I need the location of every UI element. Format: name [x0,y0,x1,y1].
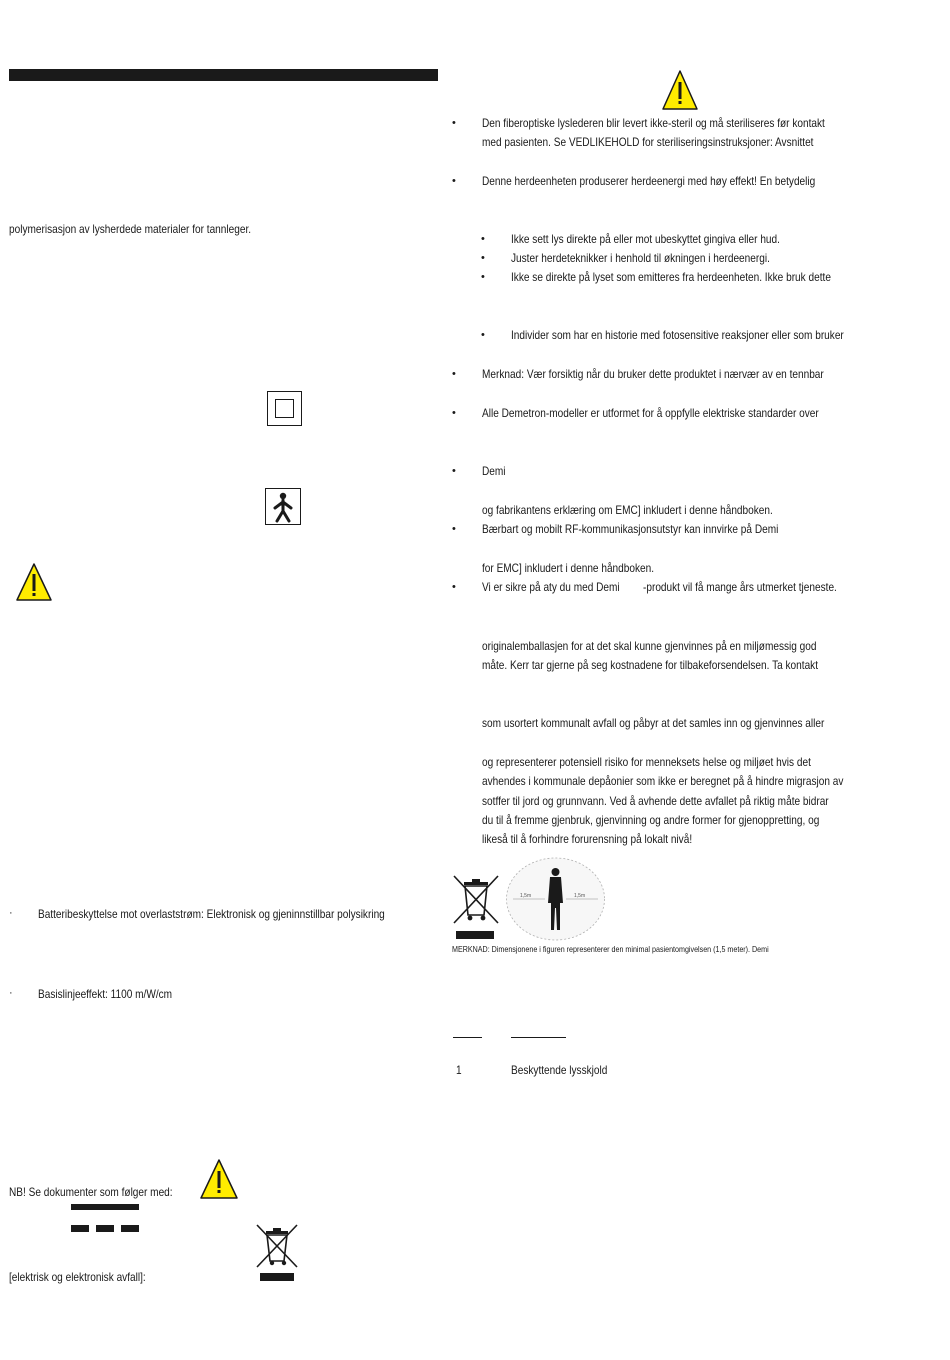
list-bullet: • [452,117,456,129]
warning-triangle-icon [199,1158,239,1200]
type-b-applied-part-icon [265,488,301,525]
crossed-bin-weee-icon [452,873,500,941]
patient-environment-figure [505,856,606,942]
weee-label-text: [elektrisk og elektronisk avfall]: [9,1270,146,1284]
sub-warning-technique: Juster herdeteknikker i henhold til økningen i herdeenergi. [511,251,770,265]
warning-emc-declaration: og fabrikantens erklæring om EMC] inkludert i denne håndboken. [482,503,773,517]
baseline-output-text: Basislinjeeffekt: 1100 m/W/cm [38,987,173,1001]
table-header-rule-number [453,1037,482,1038]
service-text-a: Vi er sikre på aty du med Demi [482,580,620,594]
sub-warning-look-at-light: Ikke se direkte på lyset som emitteres fra herdeenheten. Ikke bruk dette [511,270,831,284]
warning-triangle-icon [15,562,53,602]
dimension-right-label: 1,5m [574,893,586,899]
packaging-line-2: måte. Kerr tar gjerne på seg kostnadene for tilbakeforsendelsen. Ta kontakt [482,658,819,672]
sub-warning-photosensitive: Individer som har en historie med fotosensitive reaksjoner eller som bruker [511,328,844,342]
warning-sterility-line-1: Den fiberoptiske lyslederen blir levert ikke-steril og må steriliseres før kontakt [482,116,825,130]
list-bullet: • [452,581,456,593]
table-header-rule-label [511,1037,566,1038]
risk-line-3: sotffer til jord og grunnvann. Ved å avhende dette avfallet på riktig måte bidrar [482,794,829,808]
sub-list-bullet: • [481,329,485,341]
list-bullet: • [452,175,456,187]
sub-list-bullet: • [481,233,485,245]
sub-list-bullet: • [481,252,485,264]
packaging-line-1: originalemballasjen for at det skal kunne gjenvinnes på en miljømessig god [482,639,817,653]
crossed-bin-weee-icon [255,1223,299,1283]
risk-line-4: du til å fremme gjenbruk, gjenvinning og andre former for gjenoppretting, og [482,813,820,827]
list-bullet: • [452,368,456,380]
dimension-left-label: 1,5m [520,893,532,899]
risk-line-2: avhendes i kommunale depåonier som ikke er beregnet på å hindre migrasjon av [482,774,844,788]
note-documents-text: NB! Se dokumenter som følger med: [9,1185,173,1199]
figure-note: MERKNAD: Dimensjonene i figuren representerer den minimal pasientomgivelsen (1,5 meter). Demi [452,944,769,954]
warning-high-energy: Denne herdeenheten produserer herdeenergi med høy effekt! En betydelig [482,174,816,188]
table-row-label: Beskyttende lysskjold [511,1063,608,1077]
list-bullet: • [452,465,456,477]
list-bullet: • [452,523,456,535]
table-row-number: 1 [456,1063,462,1077]
class-ii-double-insulation-icon [267,391,302,426]
list-bullet: • [452,407,456,419]
risk-line-5: likeså til å forhindre forurensning på lokalt nivå! [482,832,693,846]
warning-flammable: Merknad: Vær forsiktig når du bruker dette produktet i nærvær av en tennbar [482,367,824,381]
risk-line-1: og representerer potensiell risiko for menneksets helse og miljøet hvis det [482,755,811,769]
sub-warning-gingiva: Ikke sett lys direkte på eller mot ubeskyttet gingiva eller hud. [511,232,780,246]
warning-rf-equipment: Bærbart og mobilt RF-kommunikasjonsutstyr kan innvirke på Demi [482,522,779,536]
warning-demi: Demi [482,464,506,478]
intended-use-text: polymerisasjon av lysherdede materialer for tannleger. [9,222,252,236]
list-bullet: · [9,987,13,999]
disposal-text: som usortert kommunalt avfall og påbyr at det samles inn og gjenvinnes aller [482,716,825,730]
list-bullet: · [9,907,13,919]
section-header-bar [9,69,438,81]
warning-electrical-standards: Alle Demetron-modeller er utformet for å oppfylle elektriske standarder over [482,406,819,420]
battery-protection-text: Batteribeskyttelse mot overlaststrøm: Elektronisk og gjeninnstillbar polysikring [38,907,385,921]
warning-rf-emc: for EMC] inkludert i denne håndboken. [482,561,655,575]
warning-sterility-line-2: med pasienten. Se VEDLIKEHOLD for steriliseringsinstruksjoner: Avsnittet [482,135,814,149]
service-text-b: -produkt vil få mange års utmerket tjeneste. [643,580,837,594]
sub-list-bullet: • [481,271,485,283]
direct-current-icon [71,1204,139,1234]
warning-triangle-icon [661,69,699,111]
